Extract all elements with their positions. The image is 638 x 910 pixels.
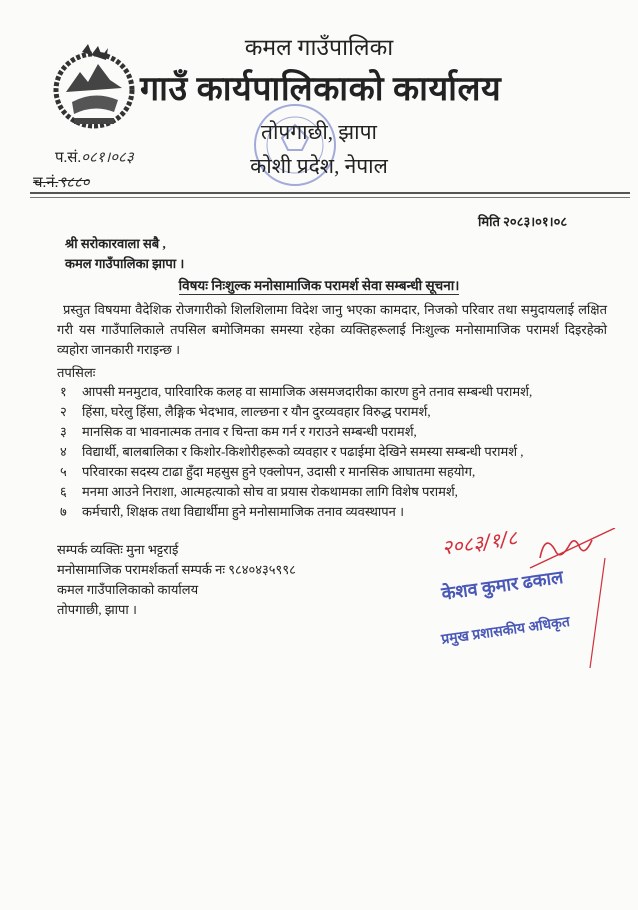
list-item-number: ३ [60,424,67,439]
office-province: कोशी प्रदेश, नेपाल [250,154,388,178]
letter-number-label: प.सं. [55,150,82,166]
list-item-number: ५ [60,464,67,479]
dispatch-number-label: च.नं. [33,175,59,191]
list-item-number: ६ [60,484,67,499]
signature-stamp [430,525,620,678]
body-paragraph: प्रस्तुत विषयमा वैदेशिक रोजगारीको शिलशिलामा विदेश जानु भएका कामदार, निजको परिवार तथा समुदायलाई लक्षित गरी यस गाउँपालिकाले तपसिल बमोजिमका समस्या रहेका व्यक्तिहरूलाई निःशुल्क मनोसामाजिक परामर्श दिइरहेको व्यहोरा जानकारी गराइन्छ । [57,302,607,357]
list-item-text: आपसी मनमुटाव, पारिवारिक कलह वा सामाजिक असमजदारीका कारण हुने तनाव सम्बन्धी परामर्श, [82,384,533,399]
signed-date: २०८३/१/८ [440,525,519,560]
list-item [60,482,458,500]
addressee-line-1: श्री सरोकारवाला सबै , [65,236,166,251]
office-location: तोपगाछी, झापा [261,120,377,144]
subject-line [0,276,638,294]
list-item-text: विद्यार्थी, बालबालिका र किशोर-किशोरीहरूको व्यवहार र पढाईमा देखिने समस्या सम्बन्धी परामर्श , [82,444,524,459]
letter-number [55,147,134,167]
contact-office: कमल गाउँपालिकाको कार्यालय [57,582,199,597]
list-item-number: ७ [60,504,67,519]
list-label: तपसिलः [57,365,96,380]
list-item [60,382,532,400]
stamp-name: केशव कुमार ढकाल [440,566,565,604]
list-item-number: ४ [60,444,67,459]
dispatch-number-value: ९८८० [58,173,90,191]
contact-phone: मनोसामाजिक परामर्शकर्ता सम्पर्क नः ९८४०४३५९९८ [57,562,296,577]
header-divider-thin [30,197,630,198]
office-title: गाउँ कार्यपालिकाको कार्यालय [140,71,502,108]
stamp-title: प्रमुख प्रशासकीय अधिकृत [440,614,571,648]
dispatch-number [33,172,90,192]
list-item-text: मनमा आउने निराशा, आत्महत्याको सोच वा प्रयास रोकथामका लागि विशेष परामर्श, [82,484,458,499]
letter-date: मिति २०८३।०१।०८ [478,214,568,229]
municipality-name: कमल गाउँपालिका [244,35,394,60]
list-item-text: हिंसा, घरेलु हिंसा, लैङ्गिक भेदभाव, लाल्छना र यौन दुरव्यवहार विरुद्ध परामर्श, [82,404,431,419]
letter-number-value: ०८१।०८३ [81,148,134,166]
contact-address: तोपगाछी, झापा । [57,602,137,617]
header-divider [30,192,630,194]
list-item [60,422,417,440]
list-item-number: १ [60,384,67,399]
list-item [60,462,475,480]
subject-text: विषयः निःशुल्क मनोसामाजिक परामर्श सेवा सम्बन्धी सूचना। [178,278,460,293]
list-item [60,402,431,420]
list-item-text: कर्मचारी, शिक्षक तथा विद्यार्थीमा हुने मनोसामाजिक तनाव व्यवस्थापन । [82,504,405,519]
list-item-number: २ [60,404,67,419]
list-item [60,442,524,460]
list-item-text: परिवारका सदस्य टाढा हुँदा महसुस हुने एक्लोपन, उदासी र मानसिक आघातमा सहयोग, [82,464,476,479]
list-item-text: मानसिक वा भावनात्मक तनाव र चिन्ता कम गर्न र गराउने सम्बन्धी परामर्श, [82,424,417,439]
list-item [60,502,404,520]
contact-person: सम्पर्क व्यक्तिः मुना भट्टराई [57,542,179,557]
addressee-line-2: कमल गाउँपालिका झापा । [65,256,185,271]
